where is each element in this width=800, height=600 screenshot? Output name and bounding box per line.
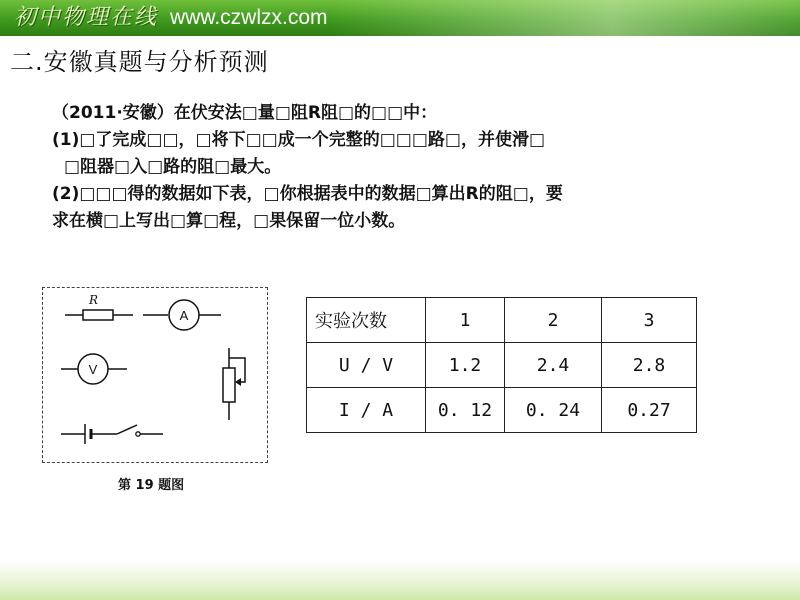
problem-line-5: 求在横□上写出□算□程，□果保留一位小数。 — [52, 211, 406, 231]
figure-caption: 第 19 题图 — [118, 478, 185, 493]
problem-line-1: （2011·安徽）在伏安法□量□阻R阻□的□□中： — [52, 103, 438, 123]
table-header-label: 实验次数 — [307, 298, 426, 343]
table-header-row — [307, 298, 697, 343]
banner-glow — [330, 0, 800, 36]
data-table — [306, 297, 697, 433]
problem-line-2: (1)□了完成□□，□将下□□成一个完整的□□□路□，并使滑□ — [52, 130, 546, 150]
table-header-trial-3: 3 — [602, 298, 697, 343]
problem-line-3: □阻器□入□路的阻□最大。 — [64, 157, 282, 177]
voltmeter-label: V — [88, 362, 98, 377]
circuit-components-svg — [43, 288, 267, 462]
table-cell: 0. 24 — [505, 388, 602, 433]
table-row-label: U / V — [307, 343, 426, 388]
resistor-label: R — [89, 293, 99, 307]
footer-band — [0, 560, 800, 600]
table-cell: 2.4 — [505, 343, 602, 388]
battery-switch-symbol — [61, 424, 163, 444]
table-header-trial-2: 2 — [505, 298, 602, 343]
ammeter-label: A — [179, 308, 189, 323]
site-logo: 初中物理在线 — [14, 5, 159, 30]
rheostat-symbol — [223, 348, 245, 420]
site-url[interactable]: www.czwlzx.com — [170, 6, 328, 29]
table-header-trial-1: 1 — [426, 298, 505, 343]
slide-title: 二.安徽真题与分析预测 — [10, 48, 269, 76]
ammeter-symbol — [143, 300, 221, 330]
table-cell: 0. 12 — [426, 388, 505, 433]
problem-line-4: (2)□□□得的数据如下表，□你根据表中的数据□算出R的阻□，要 — [52, 184, 563, 204]
table-row — [307, 343, 697, 388]
header-banner — [0, 0, 800, 36]
circuit-figure — [42, 287, 268, 463]
table-cell: 0.27 — [602, 388, 697, 433]
voltmeter-symbol — [61, 354, 127, 384]
table-row — [307, 388, 697, 433]
table-cell: 1.2 — [426, 343, 505, 388]
table-cell: 2.8 — [602, 343, 697, 388]
table-row-label: I / A — [307, 388, 426, 433]
resistor-symbol — [65, 293, 133, 320]
problem-text — [52, 100, 752, 235]
